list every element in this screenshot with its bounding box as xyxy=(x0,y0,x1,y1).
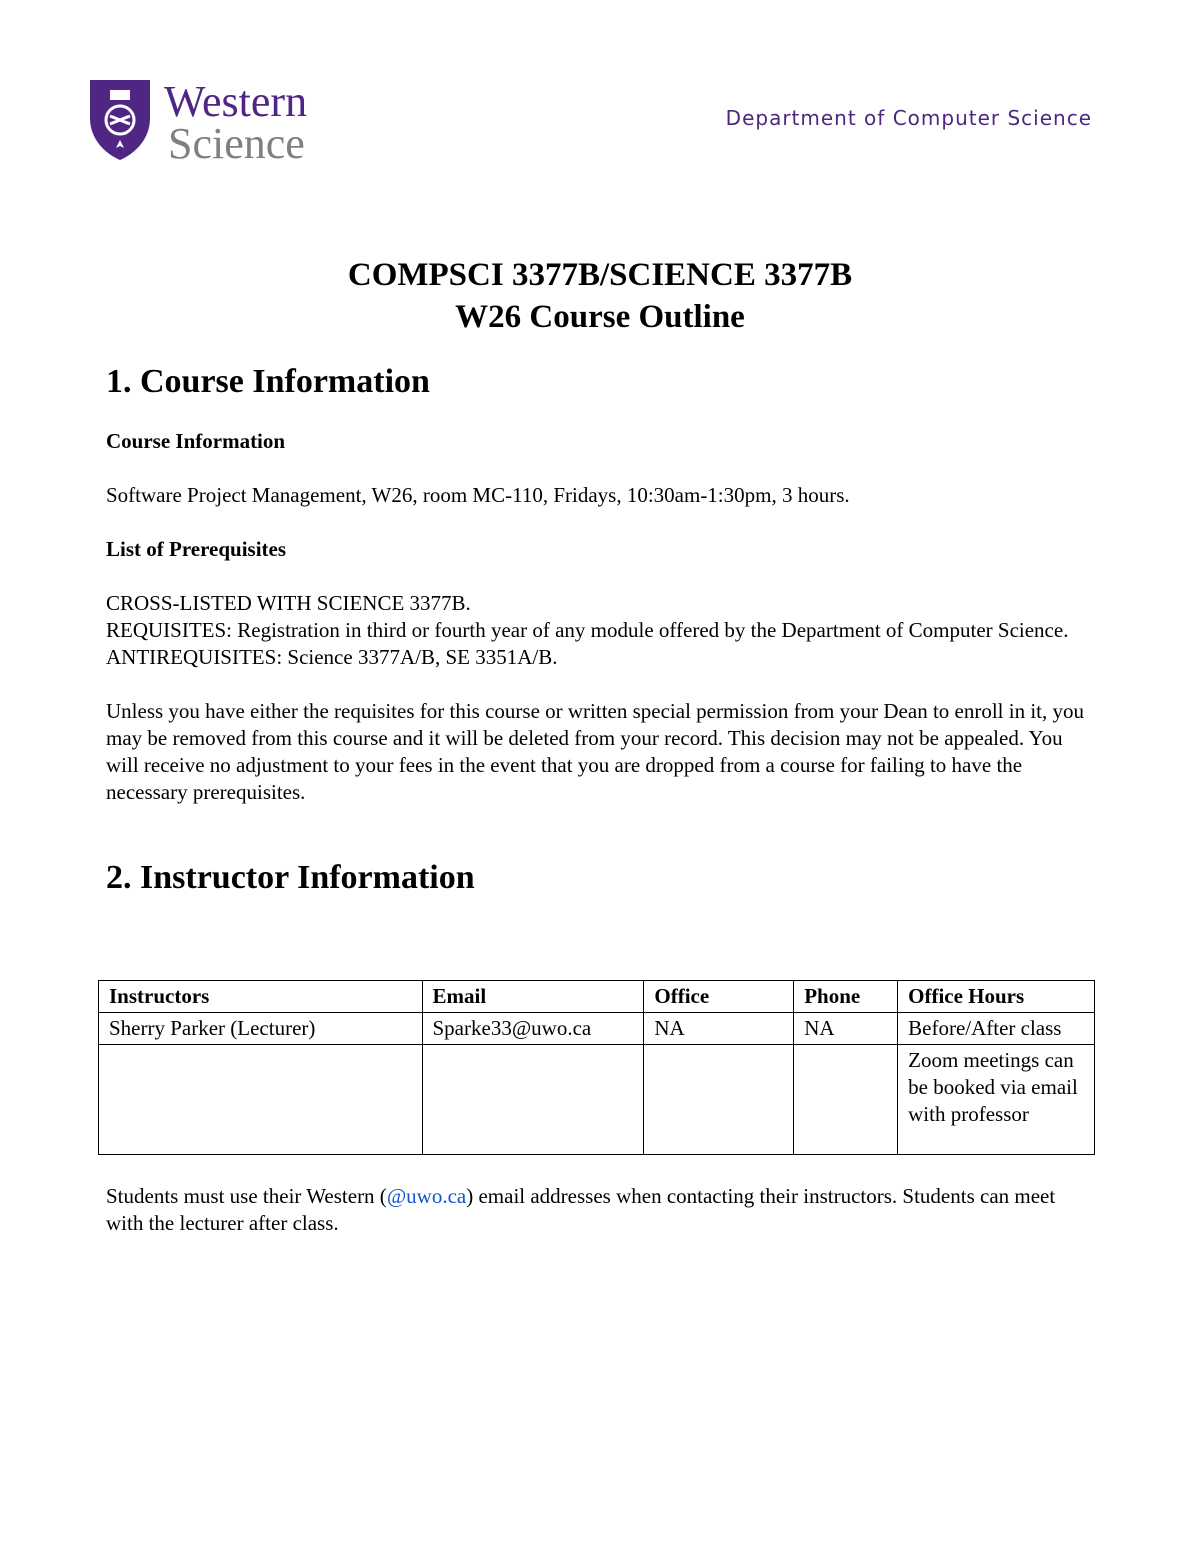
course-code-title: COMPSCI 3377B/SCIENCE 3377B xyxy=(347,257,853,293)
header-email: Email xyxy=(422,981,644,1013)
header-phone: Phone xyxy=(794,981,898,1013)
course-info-label: Course Information xyxy=(106,429,286,453)
department-name: Department of Computer Science xyxy=(725,106,1092,130)
cell-zoom-meetings: Zoom meetings can be booked via email with professor xyxy=(898,1045,1095,1155)
prereq-antirequisites: ANTIREQUISITES: Science 3377A/B, SE 3351A/B. xyxy=(106,645,558,669)
logo-western-text: Western xyxy=(164,78,308,126)
prereq-notice: Unless you have either the requisites for this course or written special permission from your Dean to enroll in it, you may be removed from this course and it will be deleted from your record. This decision may not be appealed. You will receive no adjustment to your fees in the event that you are dropped from a course for failing to have the necessary prerequisites. xyxy=(106,699,1085,804)
table-row xyxy=(99,1045,1095,1155)
document-body xyxy=(106,360,1096,1237)
cell-empty xyxy=(99,1045,423,1155)
cell-office: NA xyxy=(644,1013,794,1045)
prereq-list xyxy=(106,590,1096,671)
section-2-heading: 2. Instructor Information xyxy=(106,859,475,896)
course-info-text: Software Project Management, W26, room MC-110, Fridays, 10:30am-1:30pm, 3 hours. xyxy=(106,483,850,507)
cell-empty xyxy=(644,1045,794,1155)
uwo-email-link[interactable]: @uwo.ca xyxy=(386,1184,467,1208)
students-email-note xyxy=(106,1183,1096,1237)
course-outline-title: W26 Course Outline xyxy=(455,299,745,335)
cell-office-hours: Before/After class xyxy=(898,1013,1095,1045)
cell-empty xyxy=(422,1045,644,1155)
cell-empty xyxy=(794,1045,898,1155)
cell-phone: NA xyxy=(794,1013,898,1045)
table-header-row xyxy=(99,981,1095,1013)
students-note-after: ) email addresses when contacting their instructors. Students can meet with the lecturer after class. xyxy=(106,1184,1056,1235)
cell-email: Sparke33@uwo.ca xyxy=(422,1013,644,1045)
shield-crest-icon xyxy=(90,80,150,160)
header-office: Office xyxy=(644,981,794,1013)
prereq-requisites: REQUISITES: Registration in third or fourth year of any module offered by the Department of Computer Science. xyxy=(106,618,1069,642)
instructor-table xyxy=(98,980,1095,1155)
table-row xyxy=(99,1013,1095,1045)
western-science-logo xyxy=(88,78,338,162)
header-instructors: Instructors xyxy=(99,981,423,1013)
cell-instructor-name: Sherry Parker (Lecturer) xyxy=(99,1013,423,1045)
header-office-hours: Office Hours xyxy=(898,981,1095,1013)
prereq-cross-listed: CROSS-LISTED WITH SCIENCE 3377B. xyxy=(106,591,471,615)
document-title xyxy=(0,254,1200,338)
prereq-label: List of Prerequisites xyxy=(106,537,287,561)
logo-science-text: Science xyxy=(168,119,305,162)
section-1-heading: 1. Course Information xyxy=(106,363,430,400)
students-note-before: Students must use their Western ( xyxy=(106,1184,387,1208)
